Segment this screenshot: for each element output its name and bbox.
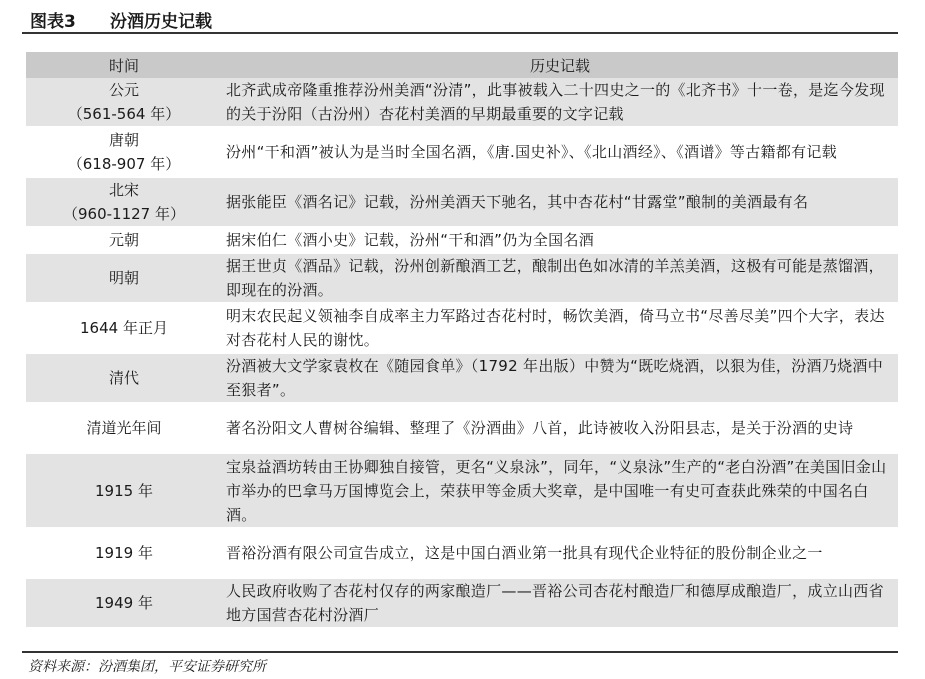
table-row (26, 528, 898, 578)
table-row (26, 353, 898, 403)
record-cell: 北齐武成帝隆重推荐汾州美酒“汾清”，此事被载入二十四史之一的《北齐书》十一卷，是迄今发现的关于汾阳（古汾州）杏花村美酒的早期最重要的文字记载 (222, 78, 898, 127)
period-cell: 清道光年间 (26, 403, 222, 453)
record-cell: 汾州“干和酒”被认为是当时全国名酒，《唐.国史补》、《北山酒经》、《酒谱》等古籍都有记载 (222, 127, 898, 177)
table-row (26, 127, 898, 177)
figure-number: 图表3 (30, 11, 76, 32)
table-row (26, 253, 898, 303)
table-row (26, 177, 898, 227)
table-row (26, 578, 898, 628)
period-cell: 清代 (26, 353, 222, 403)
record-cell: 人民政府收购了杏花村仅存的两家酿造厂——晋裕公司杏花村酿造厂和德厚成酿造厂，成立山西省地方国营杏花村汾酒厂 (222, 578, 898, 628)
record-cell: 据宋伯仁《酒小史》记载，汾州“干和酒”仍为全国名酒 (222, 227, 898, 253)
period-cell: 唐朝 （618-907 年） (26, 127, 222, 177)
table-row (26, 227, 898, 253)
history-table (26, 52, 898, 629)
header-period: 时间 (26, 52, 222, 78)
period-cell: 北宋 （960-1127 年） (26, 177, 222, 227)
table-header-row (26, 52, 898, 78)
figure-title-bar (22, 6, 898, 34)
period-cell: 1919 年 (26, 528, 222, 578)
period-cell: 1949 年 (26, 578, 222, 628)
header-record: 历史记载 (222, 52, 898, 78)
period-cell: 1915 年 (26, 453, 222, 528)
table-row (26, 403, 898, 453)
record-cell: 晋裕汾酒有限公司宣告成立，这是中国白酒业第一批具有现代企业特征的股份制企业之一 (222, 528, 898, 578)
period-cell: 1644 年正月 (26, 303, 222, 353)
record-cell: 据张能臣《酒名记》记载，汾州美酒天下驰名，其中杏花村“甘露堂”酿制的美酒最有名 (222, 177, 898, 227)
table-row (26, 453, 898, 528)
period-cell: 公元 （561-564 年） (26, 78, 222, 127)
table-row (26, 78, 898, 127)
record-cell: 宝泉益酒坊转由王协卿独自接管，更名“义泉泳”，同年，“义泉泳”生产的“老白汾酒”在美国旧金山市举办的巴拿马万国博览会上，荣获甲等金质大奖章，是中国唯一有史可查获此殊荣的中国名白酒。 (222, 453, 898, 528)
record-cell: 著名汾阳文人曹树谷编辑、整理了《汾酒曲》八首，此诗被收入汾阳县志，是关于汾酒的史诗 (222, 403, 898, 453)
source-note: 资料来源：汾酒集团，平安证券研究所 (22, 651, 898, 676)
record-cell: 据王世贞《酒品》记载，汾州创新酿酒工艺，酿制出色如冰清的羊羔美酒，这极有可能是蒸馏酒，即现在的汾酒。 (222, 253, 898, 303)
record-cell: 明末农民起义领袖李自成率主力军路过杏花村时，畅饮美酒，倚马立书“尽善尽美”四个大字，表达对杏花村人民的谢忱。 (222, 303, 898, 353)
period-cell: 明朝 (26, 253, 222, 303)
period-cell: 元朝 (26, 227, 222, 253)
figure-title: 汾酒历史记载 (110, 11, 212, 32)
table-row (26, 303, 898, 353)
record-cell: 汾酒被大文学家袁枚在《随园食单》（1792 年出版）中赞为“既吃烧酒，以狠为佳，汾酒乃烧酒中至狠者”。 (222, 353, 898, 403)
